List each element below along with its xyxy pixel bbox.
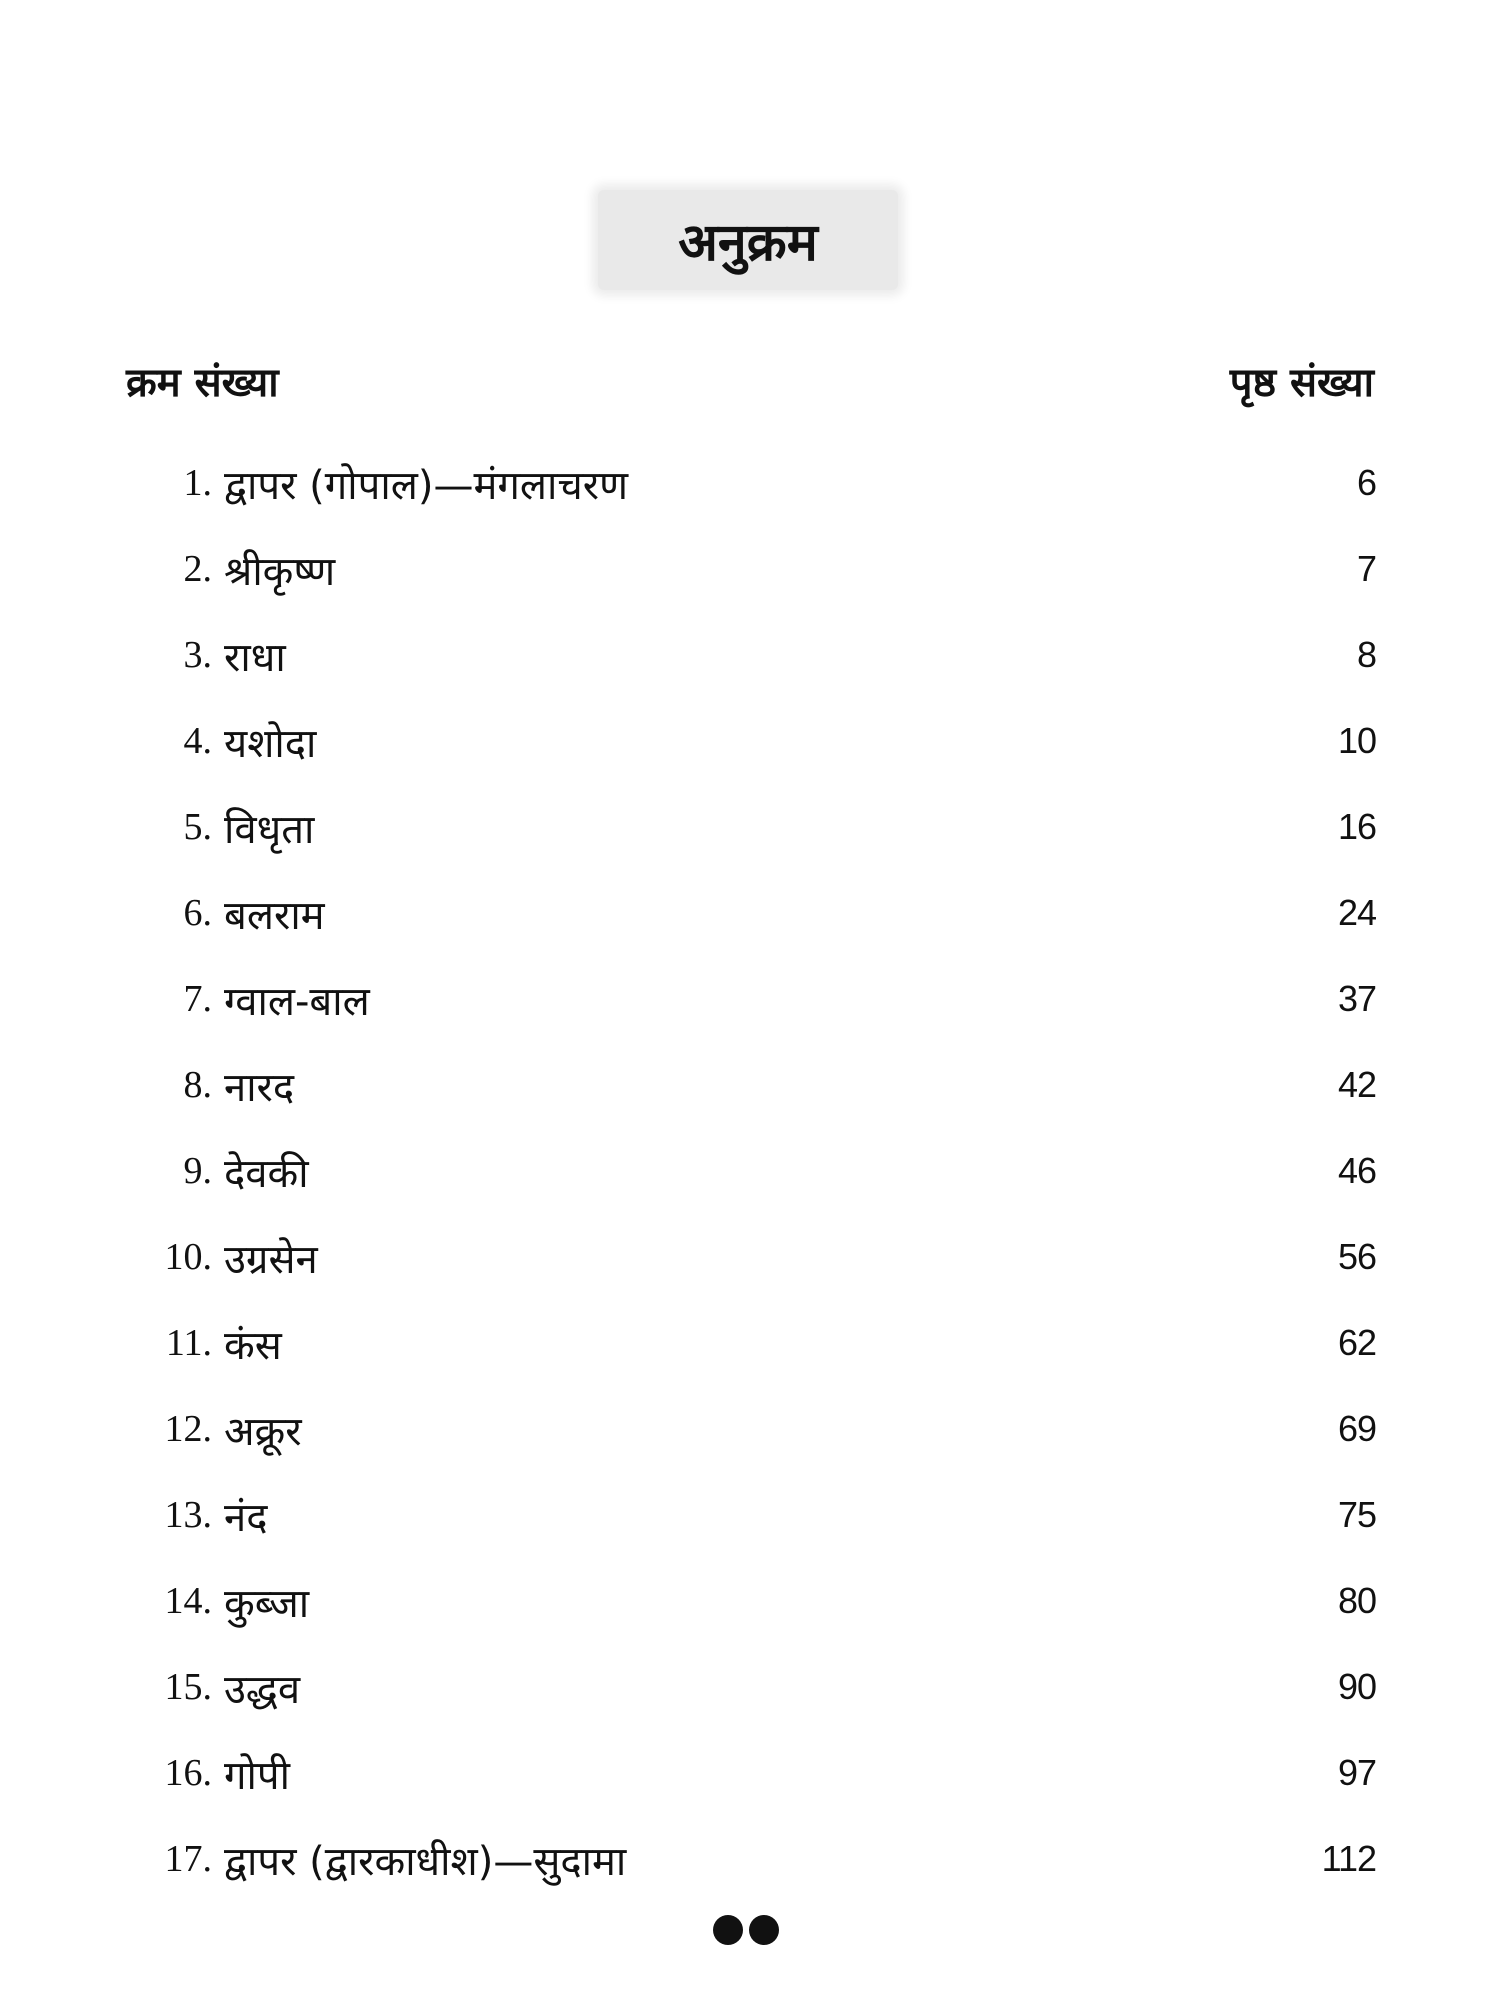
contents-entry bbox=[126, 1472, 1376, 1558]
entry-title: द्वापर (द्वारकाधीश)—सुदामा bbox=[224, 1838, 627, 1885]
contents-entry bbox=[126, 1730, 1376, 1816]
entry-number: 6. bbox=[183, 892, 212, 934]
entry-title: ग्वाल-बाल bbox=[224, 978, 370, 1025]
ornament-dot bbox=[749, 1915, 779, 1945]
contents-entry bbox=[126, 1644, 1376, 1730]
entry-title: द्वापर (गोपाल)—मंगलाचरण bbox=[224, 462, 629, 509]
entry-number: 16. bbox=[164, 1752, 212, 1794]
contents-entry bbox=[126, 612, 1376, 698]
contents-entry bbox=[126, 1128, 1376, 1214]
entry-page-number: 37 bbox=[1337, 978, 1376, 1019]
contents-entry bbox=[126, 1386, 1376, 1472]
entry-number: 14. bbox=[164, 1580, 212, 1622]
contents-entry bbox=[126, 526, 1376, 612]
contents-entry bbox=[126, 784, 1376, 870]
entry-title: नारद bbox=[224, 1064, 295, 1111]
entry-title: उग्रसेन bbox=[224, 1236, 318, 1283]
entry-page-number: 80 bbox=[1337, 1580, 1376, 1621]
contents-entry bbox=[126, 1558, 1376, 1644]
contents-entry bbox=[126, 956, 1376, 1042]
contents-entry bbox=[126, 1214, 1376, 1300]
entry-title: उद्धव bbox=[224, 1666, 301, 1713]
entry-number: 17. bbox=[164, 1838, 212, 1880]
entry-number: 15. bbox=[164, 1666, 212, 1708]
serial-number-header: क्रम संख्या bbox=[126, 360, 279, 406]
entry-page-number: 69 bbox=[1337, 1408, 1376, 1449]
entry-page-number: 24 bbox=[1337, 892, 1376, 933]
entry-number: 13. bbox=[164, 1494, 212, 1536]
entry-page-number: 75 bbox=[1337, 1494, 1376, 1535]
entry-number: 12. bbox=[164, 1408, 212, 1450]
entry-page-number: 10 bbox=[1337, 720, 1376, 761]
entry-number: 2. bbox=[183, 548, 212, 590]
end-ornament bbox=[713, 1915, 779, 1945]
contents-entry bbox=[126, 440, 1376, 526]
entry-title: देवकी bbox=[224, 1150, 309, 1197]
contents-entry bbox=[126, 870, 1376, 956]
entry-page-number: 42 bbox=[1337, 1064, 1376, 1105]
contents-entry bbox=[126, 698, 1376, 784]
entry-page-number: 56 bbox=[1337, 1236, 1376, 1277]
contents-entry bbox=[126, 1042, 1376, 1128]
title-box bbox=[598, 190, 898, 290]
entry-title: यशोदा bbox=[224, 720, 317, 767]
entry-page-number: 6 bbox=[1356, 462, 1376, 503]
contents-list bbox=[126, 440, 1376, 1902]
entry-page-number: 8 bbox=[1356, 634, 1376, 675]
entry-number: 7. bbox=[183, 978, 212, 1020]
contents-entry bbox=[126, 1816, 1376, 1902]
entry-number: 3. bbox=[183, 634, 212, 676]
entry-number: 4. bbox=[183, 720, 212, 762]
entry-page-number: 16 bbox=[1337, 806, 1376, 847]
entry-number: 11. bbox=[165, 1322, 212, 1364]
entry-title: गोपी bbox=[224, 1752, 290, 1799]
entry-number: 9. bbox=[183, 1150, 212, 1192]
entry-page-number: 46 bbox=[1337, 1150, 1376, 1191]
entry-number: 8. bbox=[183, 1064, 212, 1106]
entry-title: अक्रूर bbox=[224, 1408, 302, 1455]
entry-title: नंद bbox=[224, 1494, 268, 1541]
entry-title: श्रीकृष्ण bbox=[224, 548, 336, 595]
entry-number: 1. bbox=[183, 462, 212, 504]
entry-page-number: 90 bbox=[1337, 1666, 1376, 1707]
contents-entry bbox=[126, 1300, 1376, 1386]
entry-title: विधृता bbox=[224, 806, 315, 853]
entry-title: बलराम bbox=[224, 892, 325, 939]
page-number-header: पृष्ठ संख्या bbox=[1229, 360, 1374, 406]
entry-number: 10. bbox=[164, 1236, 212, 1278]
page-title: अनुक्रम bbox=[678, 212, 818, 273]
entry-page-number: 7 bbox=[1356, 548, 1376, 589]
entry-title: कुब्जा bbox=[224, 1580, 310, 1627]
ornament-dot bbox=[713, 1915, 743, 1945]
entry-title: राधा bbox=[224, 634, 286, 681]
entry-page-number: 112 bbox=[1321, 1838, 1376, 1879]
entry-number: 5. bbox=[183, 806, 212, 848]
entry-title: कंस bbox=[224, 1322, 282, 1369]
entry-page-number: 62 bbox=[1337, 1322, 1376, 1363]
entry-page-number: 97 bbox=[1337, 1752, 1376, 1793]
